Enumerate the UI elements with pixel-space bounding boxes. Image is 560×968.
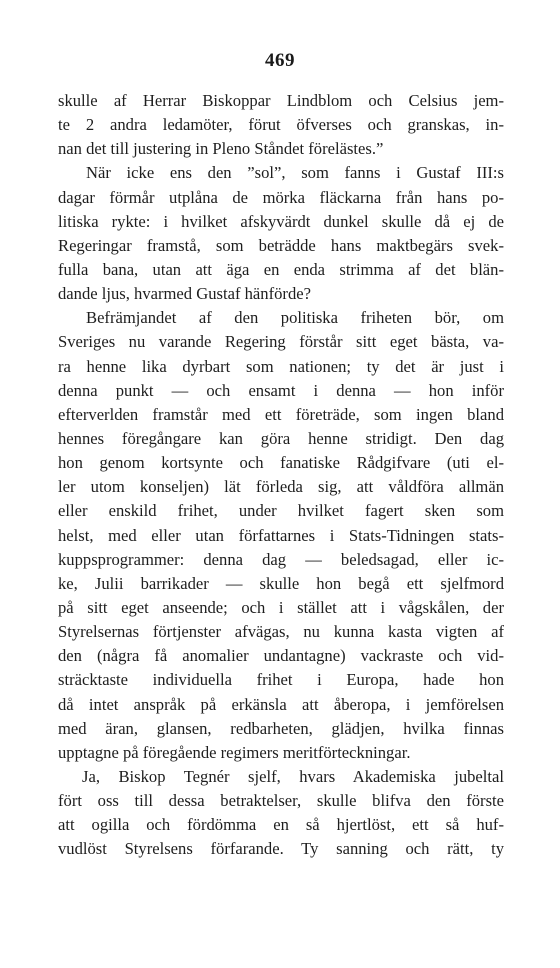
text-line: helst, med eller utan författarnes i Stats-Tidningen stats- [58,525,504,545]
text-line: nan det till justering in Pleno Ståndet förelästes.” [58,139,384,159]
text-line: vudlöst Styrelsens förfarande. Ty sanning och rätt, ty [58,839,504,859]
text-line: fört oss till dessa betraktelser, skulle blifva den förste [58,791,504,811]
text-line: ke, Julii barrikader — skulle hon begå ett sjelfmord [58,573,504,593]
page-number: 469 [265,50,295,71]
text-line: Styrelsernas förtjenster afvägas, nu kunna kasta vigten af [58,622,504,642]
text-line: Sveriges nu varande Regering förstår sitt eget bästa, va- [58,332,504,352]
body-text [58,89,504,862]
text-line: Regeringar framstå, som beträdde hans maktbegärs svek- [58,235,504,255]
text-line: att ogilla och fördömma en så hjertlöst, ett så huf- [58,815,504,835]
text-line: den (några få anomalier undantagne) vackraste och vid- [58,646,504,666]
paragraph-start-line: När icke ens den ”sol”, som fanns i Gustaf III:s [86,163,504,183]
text-line: då intet anspråk på erkänsla att åberopa, i jemförelsen [58,694,504,714]
text-line: fulla bana, utan att äga en enda strimma af det blän- [58,259,504,279]
text-line: på sitt eget anseende; och i stället att i vågskålen, der [58,597,504,617]
paragraph-start-line: Ja, Biskop Tegnér sjelf, hvars Akademiska jubeltal [82,766,504,786]
text-line: ler utom konseljen) lät förleda sig, att våldföra allmän [58,477,504,497]
text-line: ra henne lika dyrbart som nationen; ty det är just i [58,356,504,376]
text-line: dagar förmår utplåna de mörka fläckarna från hans po- [58,187,504,207]
text-line: upptagne på föregående regimers meritförteckningar. [58,742,411,762]
paragraph-start-line: Befrämjandet af den politiska friheten bör, om [86,308,504,328]
text-line: med äran, glansen, redbarheten, glädjen, hvilka finnas [58,718,504,738]
text-line: denna punkt — och ensamt i denna — hon inför [58,380,504,400]
text-line: sträcktaste individuella frihet i Europa, hade hon [58,670,504,690]
text-line: litiska rykte: i hvilket afskyvärdt dunkel skulle då ej de [58,211,504,231]
text-line: hennes föregångare kan göra henne stridigt. Den dag [58,428,504,448]
text-line: efterverlden framstår med ett företräde, som ingen bland [58,404,504,424]
text-line: hon genom kortsynte och fanatiske Rådgifvare (uti el- [58,453,504,473]
text-line: eller enskild frihet, under hvilket fagert sken som [58,501,504,521]
text-line: kuppsprogrammer: denna dag — beledsagad, eller ic- [58,549,504,569]
text-line: te 2 andra ledamöter, förut öfverses och granskas, in- [58,115,504,135]
text-line: dande ljus, hvarmed Gustaf hänförde? [58,284,311,304]
text-line: skulle af Herrar Biskoppar Lindblom och Celsius jem- [58,91,504,110]
